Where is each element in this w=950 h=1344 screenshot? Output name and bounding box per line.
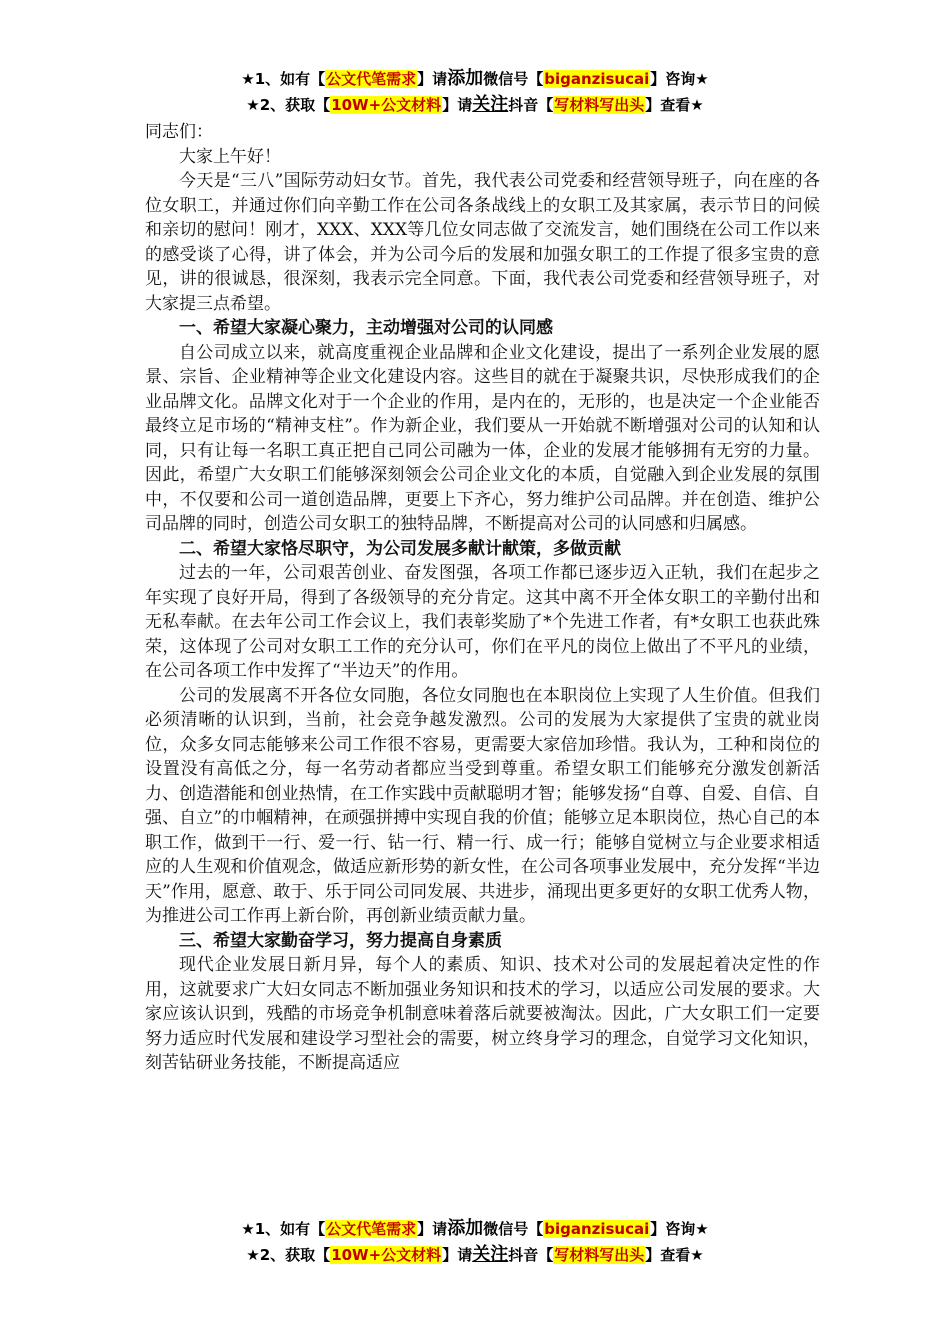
banner-text: 】咨询★ [650, 70, 709, 88]
banner-emphasis: 添加 [447, 1218, 484, 1239]
banner-emphasis: 添加 [447, 68, 484, 89]
section-heading-2: 二、希望大家恪尽职守，为公司发展多献计献策，多做贡献 [179, 538, 621, 559]
banner-text: ★2、获取【 [246, 1246, 331, 1264]
banner-emphasis: 关注 [472, 1244, 509, 1265]
banner-text: ★2、获取【 [246, 96, 331, 114]
paragraph-4: 现代企业发展日新月异，每个人的素质、知识、技术对公司的发展起着决定性的作用，这就要求广大妇女同志不断加强业务知识和技术的学习，以适应公司发展的要求。大家应该认识到，残酷的市场竞争机制意味着落后就要被淘汰。因此，广大女职工们一定要努力适应时代发展和建设学习型社会的需要，树立终身学习的理念，自觉学习文化知识，刻苦钻研业务技能，不断提高适应 [145, 955, 820, 1073]
paragraph-intro: 今天是“三八”国际劳动妇女节。首先，我代表公司党委和经营领导班子，向在座的各位女职工，并通过你们向辛勤工作在公司各条战线上的女职工及其家属，表示节日的问候和亲切的慰问！刚才，XXX、XXX等几位女同志做了交流发言，她们围绕在公司工作以来的感受谈了心得，讲了体会，并为公司今后的发展和加强女职工的工作提了很多宝贵的意见，讲的很诚恳，很深刻，我表示完全同意。下面，我代表公司党委和经营领导班子，对大家提三点希望。 [145, 171, 820, 314]
footer-banner [0, 1216, 950, 1268]
paragraph-2: 过去的一年，公司艰苦创业、奋发图强，各项工作都已逐步迈入正轨，我们在起步之年实现了良好开局，得到了各级领导的充分肯定。这其中离不开全体女职工的辛勤付出和无私奉献。在去年公司工作会议上，我们表彰奖励了*个先进工作者，有*女职工也获此殊荣，这体现了公司对女职工工作的充分认可，你们在平凡的岗位上做出了不平凡的业绩，在公司各项工作中发挥了“半边天”的作用。 [145, 563, 820, 681]
banner-highlight: biganzisucai [544, 70, 650, 88]
banner-text: 】请 [417, 70, 448, 88]
banner-text: 微信号【 [483, 1220, 544, 1238]
banner-text: 】查看★ [645, 96, 704, 114]
header-banner [0, 66, 950, 118]
banner-line-1 [0, 1216, 950, 1242]
paragraph-1: 自公司成立以来，就高度重视企业品牌和企业文化建设，提出了一系列企业发展的愿景、宗旨、企业精神等企业文化建设内容。这些目的就在于凝聚共识，尽快形成我们的企业品牌文化。品牌文化对于一个企业的作用，是内在的，无形的，也是决定一个企业能否最终立足市场的“精神支柱”。作为新企业，我们要从一开始就不断增强对公司的认知和认同，只有让每一名职工真正把自己同公司融为一体，企业的发展才能够拥有无穷的力量。因此，希望广大女职工们能够深刻领会公司企业文化的本质，自觉融入到企业发展的氛围中，不仅要和公司一道创造品牌，更要上下齐心，努力维护公司品牌。并在创造、维护公司品牌的同时，创造公司女职工的独特品牌，不断提高对公司的认同感和归属感。 [145, 342, 820, 534]
banner-text: 】请 [417, 1220, 448, 1238]
banner-highlight: 公文代笔需求 [326, 70, 417, 88]
banner-text: 抖音【 [508, 1246, 554, 1264]
banner-highlight: biganzisucai [544, 1220, 650, 1238]
banner-line-1 [0, 66, 950, 92]
banner-highlight: 写材料写出头 [554, 1246, 645, 1264]
banner-highlight: 10W+公文材料 [331, 1246, 442, 1264]
banner-highlight: 10W+公文材料 [331, 96, 442, 114]
paragraph-3: 公司的发展离不开各位女同胞，各位女同胞也在本职岗位上实现了人生价值。但我们必须清晰的认识到，当前，社会竞争越发激烈。公司的发展为大家提供了宝贵的就业岗位，众多女同志能够来公司工作很不容易，更需要大家倍加珍惜。我认为，工种和岗位的设置没有高低之分，每一名劳动者都应当受到尊重。希望女职工们能够充分激发创新活力、创造潜能和创业热情，在工作实践中贡献聪明才智；能够发扬“自尊、自爱、自信、自强、自立”的巾帼精神，在顽强拼搏中实现自我的价值；能够立足本职岗位，热心自己的本职工作，做到干一行、爱一行、钻一行、精一行、成一行；能够自觉树立与企业要求相适应的人生观和价值观念，做适应新形势的新女性，在公司各项事业发展中，充分发挥“半边天”作用，愿意、敢于、乐于同公司同发展、共进步，涌现出更多更好的女职工优秀人物，为推进公司工作再上新台阶，再创新业绩贡献力量。 [145, 685, 820, 926]
banner-text: 微信号【 [483, 70, 544, 88]
salutation: 同志们： [145, 122, 213, 142]
section-heading-1: 一、希望大家凝心聚力，主动增强对公司的认同感 [179, 318, 553, 338]
banner-line-2 [0, 92, 950, 118]
banner-text: 抖音【 [508, 96, 554, 114]
banner-highlight: 公文代笔需求 [326, 1220, 417, 1238]
banner-text: 】请 [442, 96, 473, 114]
banner-text: 】查看★ [645, 1246, 704, 1264]
banner-text: ★1、如有【 [241, 70, 326, 88]
banner-text: ★1、如有【 [241, 1220, 326, 1238]
banner-emphasis: 关注 [472, 94, 509, 115]
section-heading-3: 三、希望大家勤奋学习，努力提高自身素质 [179, 930, 502, 951]
greeting: 大家上午好！ [179, 146, 281, 167]
banner-highlight: 写材料写出头 [554, 96, 645, 114]
banner-text: 】请 [442, 1246, 473, 1264]
banner-line-2 [0, 1242, 950, 1268]
document-body [145, 120, 820, 1076]
banner-text: 】咨询★ [650, 1220, 709, 1238]
